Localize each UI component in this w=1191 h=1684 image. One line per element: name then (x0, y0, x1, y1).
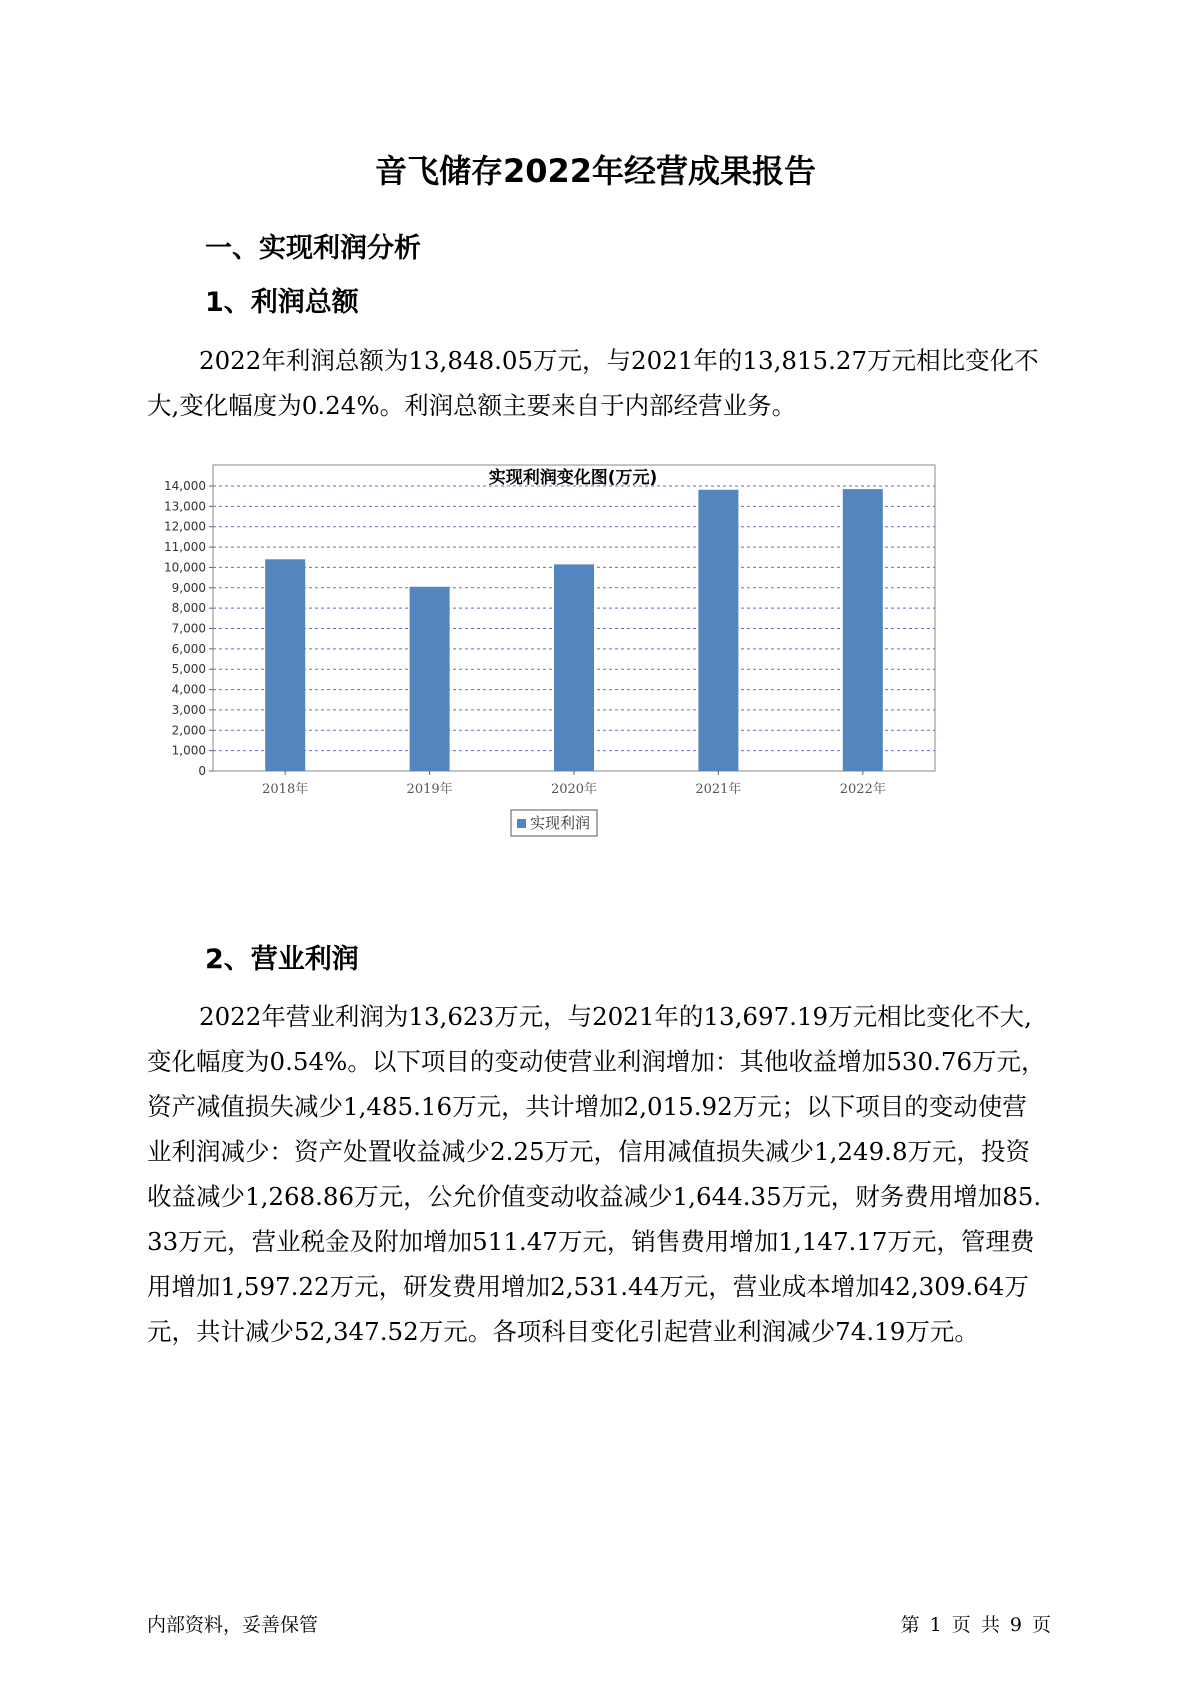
subsection-heading-total-profit: 1、利润总额 (205, 287, 359, 318)
x-category-label: 2020年 (550, 782, 598, 797)
profit-bar-chart (155, 455, 1025, 920)
y-tick-label: 4,000 (171, 682, 206, 697)
subsection-heading-operating-profit: 2、营业利润 (205, 944, 359, 975)
y-tick-label: 3,000 (171, 702, 206, 717)
chart-svg (155, 455, 1025, 920)
y-tick-label: 12,000 (164, 519, 206, 534)
y-tick-label: 9,000 (171, 580, 206, 595)
x-category-label: 2018年 (262, 782, 309, 797)
y-axis-ticks (164, 479, 213, 778)
legend (511, 810, 597, 836)
x-category-label: 2019年 (406, 782, 453, 797)
legend-swatch (517, 819, 526, 828)
total-profit-paragraph: 2022年利润总额为13,848.05万元，与2021年的13,815.27万元相比变化不大,变化幅度为0.24%。利润总额主要来自于内部经营业务。 (147, 346, 1039, 420)
y-tick-label: 8,000 (171, 601, 206, 616)
bar-2018年 (265, 559, 305, 771)
chart-title: 实现利润变化图(万元) (488, 468, 658, 488)
footer-page-number: 第 1 页 共 9 页 (900, 1614, 1051, 1636)
bar-2022年 (843, 489, 883, 771)
x-axis-labels (262, 771, 886, 797)
y-tick-label: 7,000 (171, 621, 206, 636)
footer-confidential-note: 内部资料，妥善保管 (147, 1614, 319, 1636)
y-tick-label: 13,000 (164, 499, 206, 514)
y-tick-label: 10,000 (164, 560, 206, 575)
y-tick-label: 2,000 (171, 723, 206, 738)
bar-series (265, 489, 883, 771)
y-tick-label: 14,000 (164, 479, 206, 493)
bar-2019年 (410, 587, 450, 771)
y-tick-label: 5,000 (171, 662, 206, 677)
bar-2021年 (698, 490, 738, 771)
section-heading: 一、实现利润分析 (205, 233, 421, 264)
report-title: 音飞储存2022年经营成果报告 (374, 152, 817, 190)
x-category-label: 2022年 (839, 782, 886, 797)
legend-label: 实现利润 (530, 814, 591, 832)
bar-2020年 (554, 564, 594, 771)
y-tick-label: 11,000 (164, 540, 206, 555)
x-category-label: 2021年 (695, 782, 742, 797)
y-tick-label: 0 (198, 764, 206, 778)
operating-profit-paragraph: 2022年营业利润为13,623万元，与2021年的13,697.19万元相比变化不大,变化幅度为0.54%。以下项目的变动使营业利润增加：其他收益增加530.76万元，资产减值损失减少1,485.16万元，共计增加2,015.92万元；以下项目的变动使营业利润减少：资产处置收益减少2.25万元，信用减值损失减少1,249.8万元，投资收益减少1,268.86万元，公允价值变动收益减少1,644.35万元，财务费用增加85.33万元，营业税金及附加增加511.47万元，销售费用增加1,147.17万元，管理费用增加1,597.22万元，研发费用增加2,531.44万元，营业成本增加42,309.64万元，共计减少52,347.52万元。各项科目变化引起营业利润减少74.19万元。 (147, 1002, 1046, 1346)
y-tick-label: 1,000 (171, 743, 206, 758)
y-tick-label: 6,000 (171, 641, 206, 656)
